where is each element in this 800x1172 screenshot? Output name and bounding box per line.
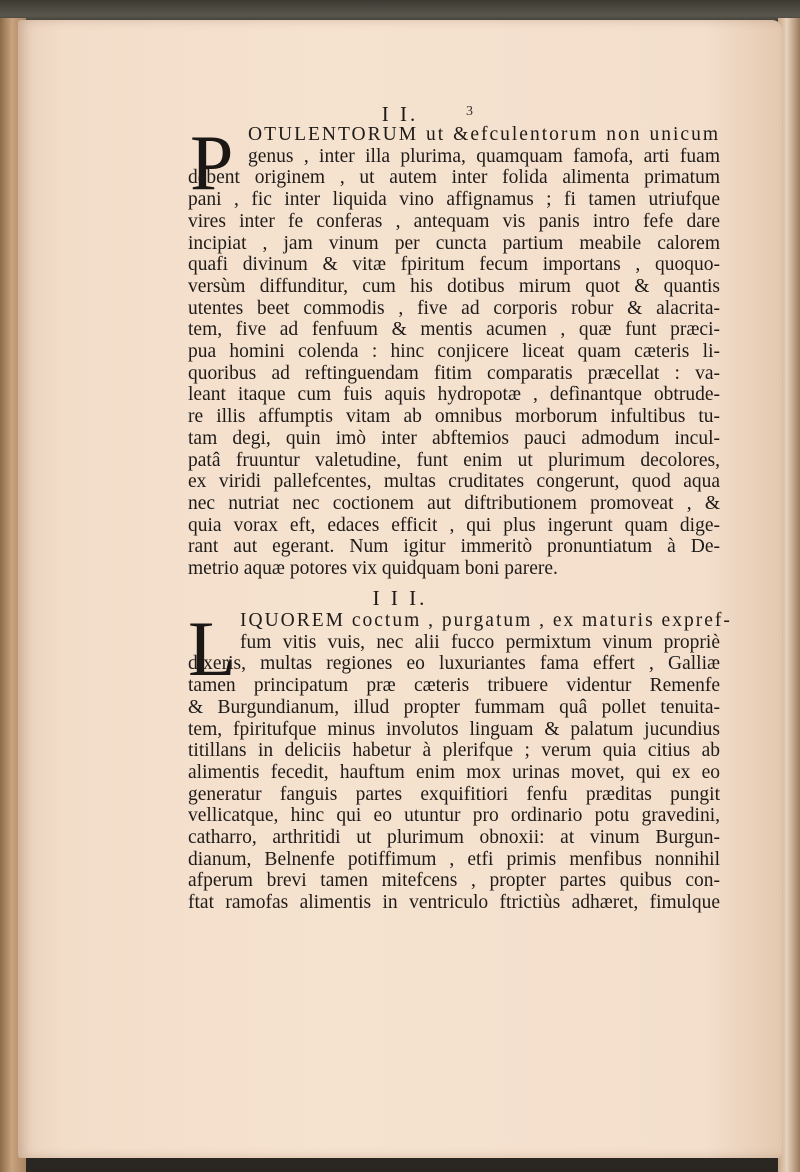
section-2-first-line — [248, 124, 720, 167]
drop-cap-p: P — [190, 119, 234, 206]
section-2-body — [188, 167, 720, 579]
section-number-2: I I. — [381, 102, 419, 126]
text-line: fum vitis vuis, nec alii fucco permixtum vinum propriè — [240, 631, 720, 653]
text-line: generatur fanguis partes exquifitiori fenfu præditas pungit — [188, 783, 720, 805]
text-line: ftat ramofas alimentis in ventriculo ftrictiùs adhæret, fimulque — [188, 892, 720, 914]
text-line: dixeris, multas regiones eo luxuriantes fama effert , Galliæ — [188, 653, 720, 675]
text-line: pani , fic inter liquida vino affignamus ; fi tamen utriufque — [188, 189, 720, 211]
text-line: tamen principatum præ cæteris tribuere videntur Remenfe — [188, 675, 720, 697]
text-line: leant itaque cum fuis aquis hydropotæ , defìnantque obtrude- — [188, 384, 720, 406]
text-line: titillans in deliciis habetur à plerifque ; verum quia citius ab — [188, 740, 720, 762]
text-line: quoribus ad reftinguendam fitim comparatis præcellat : va- — [188, 362, 720, 384]
text-line: tem, five ad fenfuum & mentis acumen , quæ funt præci- — [188, 319, 720, 341]
section-3-body — [188, 653, 720, 913]
text-line: utentes beet commodis , five ad corporis robur & alacrita- — [188, 297, 720, 319]
text-line: quafi divinum & vitæ fpiritum fecum importans , quoquo- — [188, 254, 720, 276]
section-number-3: I I I. — [372, 586, 428, 610]
text-line: versùm diffunditur, cum his dotibus mirum quot & quantis — [188, 275, 720, 297]
text-line: tem, fpiritufque minus involutos linguam & palatum jucundius — [188, 718, 720, 740]
book-page — [18, 20, 782, 1158]
text-line: dianum, Belnenfe potiffimum , etfi primis menfibus nonnihil — [188, 848, 720, 870]
text-line: ex viridi pallefcentes, multas cruditates congerunt, quod aqua — [188, 471, 720, 493]
text-line: alimentis fecedit, hauftum enim mox urinas movet, qui ex eo — [188, 761, 720, 783]
text-line: incipiat , jam vinum per cuncta partium meabile calorem — [188, 232, 720, 254]
text-line: metrio aquæ potores vix quidquam boni parere. — [188, 558, 558, 580]
text-line: quia vorax eft, edaces efficit , qui plus ingerunt quam dige- — [188, 514, 720, 536]
text-line: rant aut egerant. Num igitur immeritò pronuntiatum à De- — [188, 536, 720, 558]
text-line: IQUOREM coctum , purgatum , ex maturis expref- — [240, 610, 732, 631]
text-line: afperum brevi tamen mitefcens , propter partes quibus con- — [188, 870, 720, 892]
drop-cap-l: L — [188, 605, 236, 692]
text-line: catharro, arthritidi ut plurimum obnoxii: at vinum Burgun- — [188, 827, 720, 849]
text-line: patâ fruuntur valetudine, funt enim ut plurimum decolores, — [188, 449, 720, 471]
text-line: vires inter fe conferas , antequam vis panis intro fefe dare — [188, 210, 720, 232]
text-line: tam degi, quin imò inter abftemios pauci admodum incul- — [188, 427, 720, 449]
text-line: re illis affumptis vitam ab omnibus morborum infultibus tu- — [188, 406, 720, 428]
page-number: 3 — [466, 104, 473, 119]
text-line: & Burgundianum, illud propter fummam quâ pollet tenuita- — [188, 696, 720, 718]
text-line: nec nutriat nec coctionem aut diftributionem promoveat , & — [188, 492, 720, 514]
text-line: pua homini colenda : hinc conjicere liceat quam cæteris li- — [188, 341, 720, 363]
text-line: vellicatque, hinc qui eo utuntur pro ordinario potu gravedini, — [188, 805, 720, 827]
text-line: genus , inter illa plurima, quamquam famofa, arti fuam — [248, 145, 720, 167]
section-3-first-lines — [240, 610, 732, 653]
text-line: OTULENTORUM ut &efculentorum non unicum — [248, 124, 720, 145]
text-line: debent originem , ut autem inter folida alimenta primatum — [188, 167, 720, 189]
